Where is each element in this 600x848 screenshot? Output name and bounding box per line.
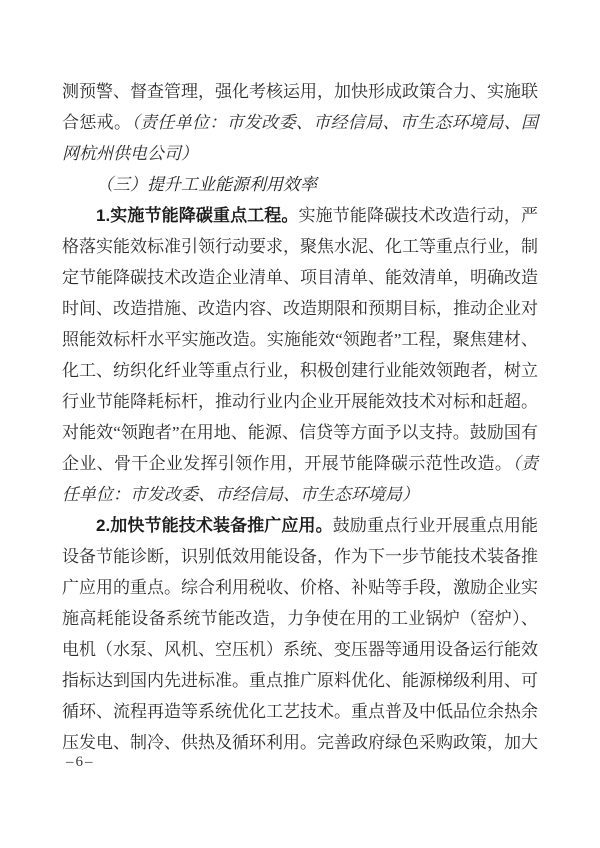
document-body — [62, 76, 538, 758]
text-run-normal: 实施节能降碳技术改造行动，严格落实能效标准引领行动要求，聚焦水泥、化工等重点行业，制定节能降碳技术改造企业清单、项目清单、能效清单，明确改造时间、改造措施、改造内容、改造期限和预期目标，推动企业对照能效标杆水平实施改造。实施能效“领跑者”工程，聚焦建材、化工、纺织化纤业等重点行业，积极创建行业能效领跑者，树立行业节能降耗标杆，推动行业内企业开展能效技术对标和赶超。对能效“领跑者”在用地、能源、信贷等方面予以支持。鼓励国有企业、骨干企业发挥引领作用，开展节能降碳示范性改造。 — [62, 206, 538, 473]
text-run-bold: 2.加快节能技术装备推广应用。 — [96, 516, 333, 535]
text-run-kai: （责任单位：市发改委、市经信局、市生态环境局、国网杭州供电公司） — [62, 113, 539, 163]
section-heading — [62, 169, 538, 200]
text-run-kai-heading: （三）提升工业能源利用效率 — [96, 175, 317, 194]
numbered-item-2 — [62, 510, 538, 758]
text-run-bold: 1.实施节能降碳重点工程。 — [96, 206, 299, 225]
paragraph-continuation — [62, 76, 538, 169]
text-run-kai: （责任单位：市发改委、市经信局、市生态环境局） — [62, 454, 539, 504]
text-run-normal: 测预警、督查管理，强化考核运用，加快形成政策合力、实施联合惩戒。 — [62, 82, 538, 132]
text-run-normal: 鼓励重点行业开展重点用能设备节能诊断，识别低效用能设备，作为下一步节能技术装备推广应用的重点。综合利用税收、价格、补贴等手段，激励企业实施高耗能设备系统节能改造，力争使在用的工业锅炉（窑炉）、电机（水泵、风机、空压机）系统、变压器等通用设备运行能效指标达到国内先进标准。重点推广原料优化、能源梯级利用、可循环、流程再造等系统优化工艺技术。重点普及中低品位余热余压发电、制冷、供热及循环利用。完善政府绿色采购政策，加大 — [62, 516, 539, 752]
page-number: –6– — [66, 754, 95, 770]
numbered-item-1 — [62, 200, 538, 510]
